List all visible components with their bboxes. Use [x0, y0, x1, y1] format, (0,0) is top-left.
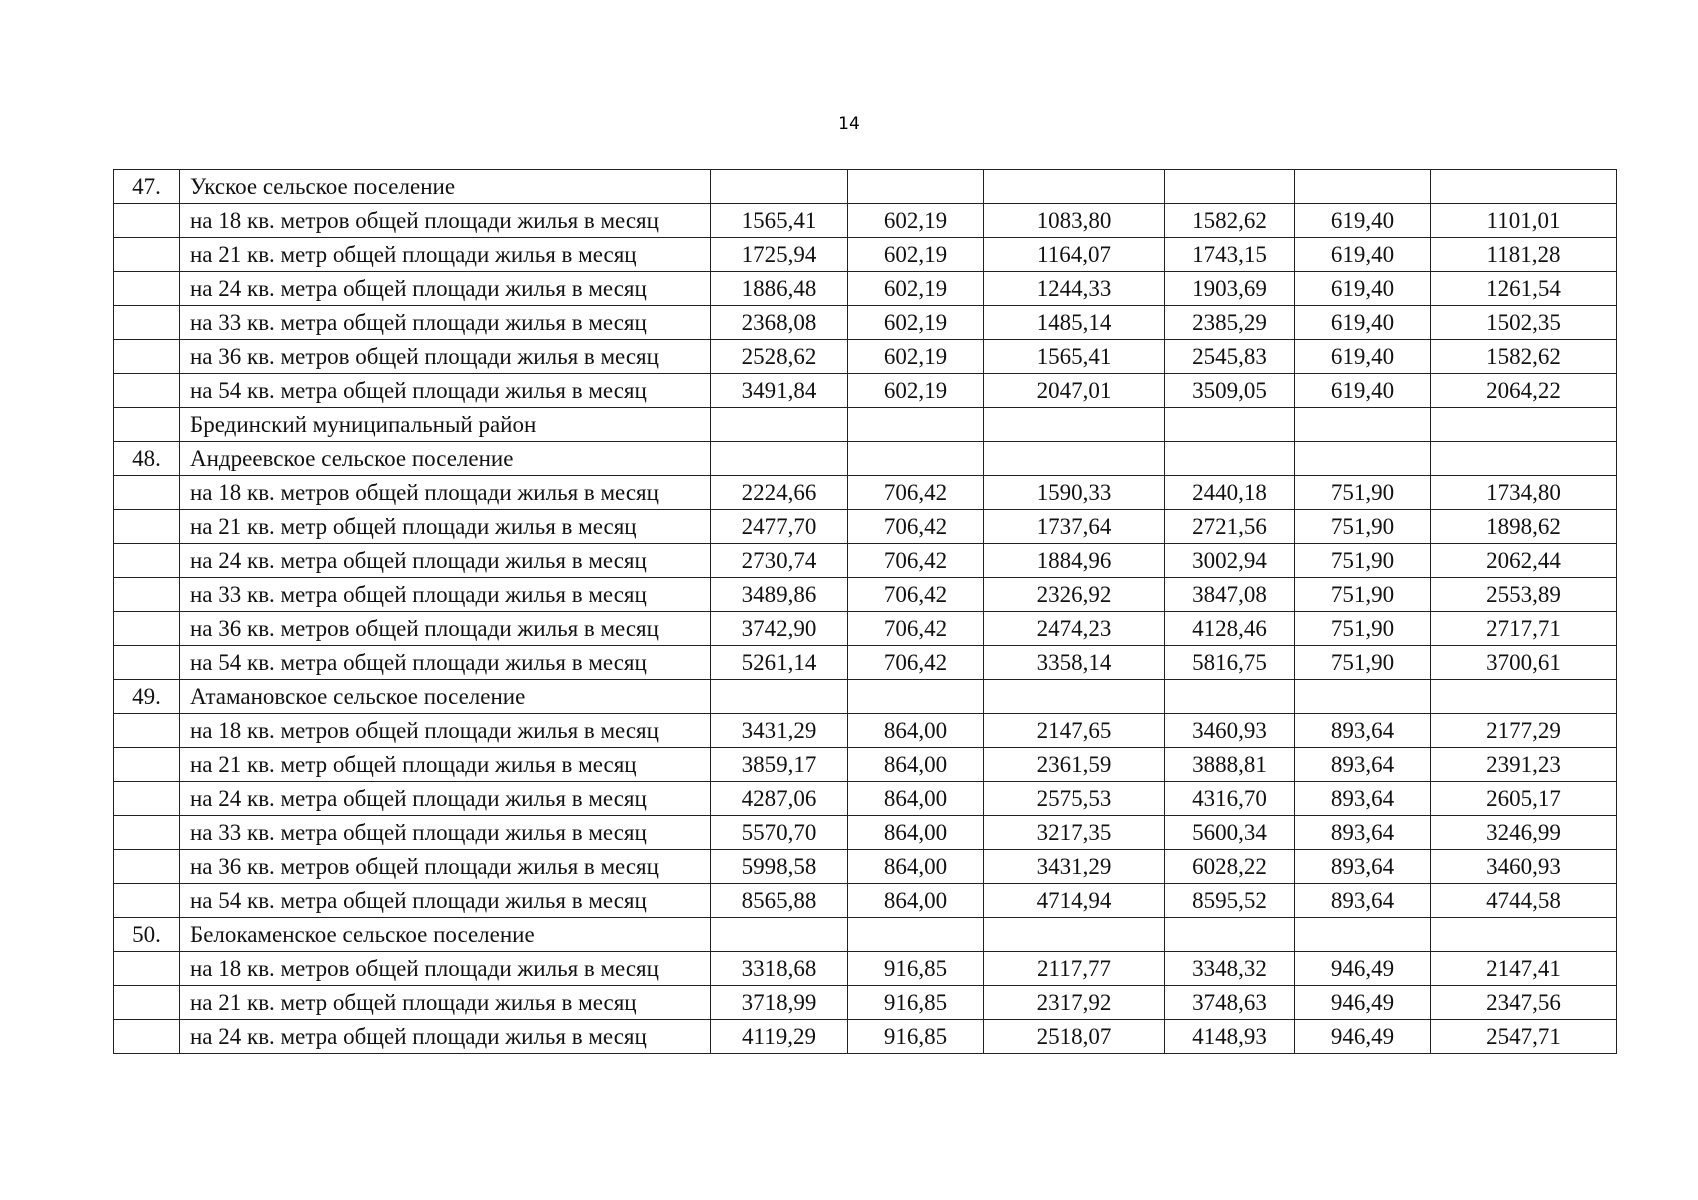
row-number-cell — [114, 952, 180, 986]
value-cell-3: 1164,07 — [984, 238, 1165, 272]
value-cell-5: 946,49 — [1295, 1020, 1431, 1054]
row-number-cell — [114, 850, 180, 884]
row-number-cell — [114, 476, 180, 510]
value-cell-6 — [1431, 918, 1617, 952]
value-cell-4 — [1165, 680, 1295, 714]
value-cell-2: 864,00 — [848, 884, 984, 918]
value-cell-3: 1485,14 — [984, 306, 1165, 340]
value-cell-5: 751,90 — [1295, 646, 1431, 680]
row-number-cell — [114, 408, 180, 442]
value-cell-6: 2547,71 — [1431, 1020, 1617, 1054]
row-name-cell: на 33 кв. метра общей площади жилья в месяц — [180, 578, 711, 612]
value-cell-5: 751,90 — [1295, 578, 1431, 612]
value-cell-5: 893,64 — [1295, 884, 1431, 918]
value-cell-2: 706,42 — [848, 544, 984, 578]
value-cell-5 — [1295, 918, 1431, 952]
value-cell-2: 706,42 — [848, 612, 984, 646]
value-cell-6: 1261,54 — [1431, 272, 1617, 306]
value-cell-1 — [711, 170, 848, 204]
value-cell-5: 946,49 — [1295, 986, 1431, 1020]
value-cell-5: 619,40 — [1295, 374, 1431, 408]
value-cell-5 — [1295, 408, 1431, 442]
value-cell-3 — [984, 680, 1165, 714]
table-row — [114, 544, 1617, 578]
value-cell-6: 2062,44 — [1431, 544, 1617, 578]
value-cell-4: 3348,32 — [1165, 952, 1295, 986]
row-number-cell — [114, 646, 180, 680]
value-cell-1: 3318,68 — [711, 952, 848, 986]
row-number-cell — [114, 612, 180, 646]
value-cell-6: 1582,62 — [1431, 340, 1617, 374]
value-cell-1: 4119,29 — [711, 1020, 848, 1054]
value-cell-6 — [1431, 680, 1617, 714]
value-cell-4 — [1165, 918, 1295, 952]
value-cell-1 — [711, 408, 848, 442]
table-row — [114, 748, 1617, 782]
value-cell-4: 3460,93 — [1165, 714, 1295, 748]
row-number-cell — [114, 204, 180, 238]
value-cell-1 — [711, 442, 848, 476]
row-number-cell — [114, 272, 180, 306]
row-name-cell: на 18 кв. метров общей площади жилья в месяц — [180, 714, 711, 748]
table-row — [114, 306, 1617, 340]
table-row — [114, 476, 1617, 510]
value-cell-6: 1502,35 — [1431, 306, 1617, 340]
value-cell-3 — [984, 442, 1165, 476]
table-row — [114, 272, 1617, 306]
table-row — [114, 170, 1617, 204]
value-cell-1: 3742,90 — [711, 612, 848, 646]
value-cell-1: 1886,48 — [711, 272, 848, 306]
table-row — [114, 816, 1617, 850]
value-cell-6: 2717,71 — [1431, 612, 1617, 646]
value-cell-3: 1244,33 — [984, 272, 1165, 306]
value-cell-4 — [1165, 170, 1295, 204]
value-cell-6: 1181,28 — [1431, 238, 1617, 272]
value-cell-5: 751,90 — [1295, 476, 1431, 510]
value-cell-3: 3217,35 — [984, 816, 1165, 850]
row-number-cell — [114, 1020, 180, 1054]
value-cell-4 — [1165, 442, 1295, 476]
table-row — [114, 986, 1617, 1020]
table-row — [114, 782, 1617, 816]
table-row — [114, 646, 1617, 680]
row-number-cell — [114, 578, 180, 612]
value-cell-1 — [711, 680, 848, 714]
value-cell-6: 3460,93 — [1431, 850, 1617, 884]
value-cell-1: 3859,17 — [711, 748, 848, 782]
value-cell-4: 3847,08 — [1165, 578, 1295, 612]
row-number-cell — [114, 782, 180, 816]
table-body — [114, 170, 1617, 1054]
value-cell-6: 2064,22 — [1431, 374, 1617, 408]
row-number-cell — [114, 816, 180, 850]
row-name-cell: на 18 кв. метров общей площади жилья в месяц — [180, 476, 711, 510]
value-cell-1: 3489,86 — [711, 578, 848, 612]
value-cell-6: 2605,17 — [1431, 782, 1617, 816]
row-name-cell: на 36 кв. метров общей площади жилья в месяц — [180, 850, 711, 884]
row-name-cell: на 54 кв. метра общей площади жилья в месяц — [180, 646, 711, 680]
value-cell-6: 1101,01 — [1431, 204, 1617, 238]
value-cell-2: 602,19 — [848, 238, 984, 272]
value-cell-5: 751,90 — [1295, 510, 1431, 544]
value-cell-5: 619,40 — [1295, 340, 1431, 374]
row-name-cell: на 33 кв. метра общей площади жилья в месяц — [180, 306, 711, 340]
row-name-cell: Укское сельское поселение — [180, 170, 711, 204]
value-cell-4: 1582,62 — [1165, 204, 1295, 238]
table-row — [114, 884, 1617, 918]
value-cell-3: 2474,23 — [984, 612, 1165, 646]
value-cell-3 — [984, 408, 1165, 442]
table-row — [114, 850, 1617, 884]
row-name-cell: на 54 кв. метра общей площади жилья в месяц — [180, 884, 711, 918]
row-name-cell: Андреевское сельское поселение — [180, 442, 711, 476]
table-row — [114, 680, 1617, 714]
value-cell-3: 2317,92 — [984, 986, 1165, 1020]
value-cell-3: 2575,53 — [984, 782, 1165, 816]
value-cell-6: 4744,58 — [1431, 884, 1617, 918]
value-cell-2: 916,85 — [848, 952, 984, 986]
value-cell-4: 1903,69 — [1165, 272, 1295, 306]
value-cell-1: 3718,99 — [711, 986, 848, 1020]
value-cell-3: 1590,33 — [984, 476, 1165, 510]
value-cell-2: 864,00 — [848, 748, 984, 782]
value-cell-2: 602,19 — [848, 306, 984, 340]
value-cell-6: 2147,41 — [1431, 952, 1617, 986]
row-name-cell: на 21 кв. метр общей площади жилья в месяц — [180, 748, 711, 782]
value-cell-2: 602,19 — [848, 204, 984, 238]
value-cell-5: 893,64 — [1295, 714, 1431, 748]
value-cell-1: 2477,70 — [711, 510, 848, 544]
value-cell-4: 3748,63 — [1165, 986, 1295, 1020]
value-cell-5: 619,40 — [1295, 204, 1431, 238]
value-cell-1: 5570,70 — [711, 816, 848, 850]
row-name-cell: на 24 кв. метра общей площади жилья в месяц — [180, 782, 711, 816]
value-cell-6: 1898,62 — [1431, 510, 1617, 544]
value-cell-1: 8565,88 — [711, 884, 848, 918]
table-row — [114, 442, 1617, 476]
value-cell-2: 706,42 — [848, 578, 984, 612]
value-cell-1: 5261,14 — [711, 646, 848, 680]
value-cell-5: 946,49 — [1295, 952, 1431, 986]
row-number-cell: 47. — [114, 170, 180, 204]
table-row — [114, 204, 1617, 238]
value-cell-6: 1734,80 — [1431, 476, 1617, 510]
value-cell-3 — [984, 170, 1165, 204]
table-row — [114, 612, 1617, 646]
row-name-cell: Атамановское сельское поселение — [180, 680, 711, 714]
value-cell-2 — [848, 408, 984, 442]
row-name-cell: на 24 кв. метра общей площади жилья в месяц — [180, 272, 711, 306]
value-cell-3: 2147,65 — [984, 714, 1165, 748]
value-cell-2: 706,42 — [848, 510, 984, 544]
value-cell-2: 706,42 — [848, 646, 984, 680]
value-cell-1: 2224,66 — [711, 476, 848, 510]
row-name-cell: на 33 кв. метра общей площади жилья в месяц — [180, 816, 711, 850]
value-cell-2 — [848, 442, 984, 476]
row-number-cell: 49. — [114, 680, 180, 714]
value-cell-1: 3431,29 — [711, 714, 848, 748]
value-cell-4: 4128,46 — [1165, 612, 1295, 646]
value-cell-3: 3431,29 — [984, 850, 1165, 884]
table-row — [114, 510, 1617, 544]
value-cell-5 — [1295, 170, 1431, 204]
row-name-cell: на 21 кв. метр общей площади жилья в месяц — [180, 238, 711, 272]
value-cell-2 — [848, 918, 984, 952]
value-cell-4: 6028,22 — [1165, 850, 1295, 884]
value-cell-3: 1884,96 — [984, 544, 1165, 578]
value-cell-5: 751,90 — [1295, 544, 1431, 578]
row-number-cell — [114, 238, 180, 272]
value-cell-4: 3509,05 — [1165, 374, 1295, 408]
value-cell-2: 864,00 — [848, 850, 984, 884]
table-row — [114, 952, 1617, 986]
value-cell-4: 3002,94 — [1165, 544, 1295, 578]
value-cell-3: 4714,94 — [984, 884, 1165, 918]
row-number-cell — [114, 714, 180, 748]
value-cell-4: 1743,15 — [1165, 238, 1295, 272]
value-cell-1: 4287,06 — [711, 782, 848, 816]
value-cell-3: 2047,01 — [984, 374, 1165, 408]
page-number: 14 — [838, 114, 860, 134]
row-number-cell — [114, 374, 180, 408]
value-cell-1 — [711, 918, 848, 952]
row-name-cell: на 54 кв. метра общей площади жилья в месяц — [180, 374, 711, 408]
value-cell-4: 2545,83 — [1165, 340, 1295, 374]
value-cell-4: 5816,75 — [1165, 646, 1295, 680]
tariff-table — [113, 169, 1617, 1054]
value-cell-5: 619,40 — [1295, 272, 1431, 306]
value-cell-4: 8595,52 — [1165, 884, 1295, 918]
value-cell-2: 602,19 — [848, 272, 984, 306]
value-cell-4: 2721,56 — [1165, 510, 1295, 544]
row-name-cell: на 36 кв. метров общей площади жилья в месяц — [180, 340, 711, 374]
value-cell-3: 2361,59 — [984, 748, 1165, 782]
value-cell-4: 4316,70 — [1165, 782, 1295, 816]
table-row — [114, 1020, 1617, 1054]
value-cell-6: 2347,56 — [1431, 986, 1617, 1020]
value-cell-3: 1737,64 — [984, 510, 1165, 544]
row-name-cell: на 18 кв. метров общей площади жилья в месяц — [180, 204, 711, 238]
value-cell-1: 3491,84 — [711, 374, 848, 408]
value-cell-4: 3888,81 — [1165, 748, 1295, 782]
value-cell-3 — [984, 918, 1165, 952]
value-cell-1: 1725,94 — [711, 238, 848, 272]
value-cell-1: 1565,41 — [711, 204, 848, 238]
row-number-cell — [114, 510, 180, 544]
value-cell-5: 619,40 — [1295, 306, 1431, 340]
value-cell-5: 893,64 — [1295, 782, 1431, 816]
table-row — [114, 714, 1617, 748]
value-cell-6 — [1431, 170, 1617, 204]
row-number-cell — [114, 340, 180, 374]
row-name-cell: на 24 кв. метра общей площади жилья в месяц — [180, 1020, 711, 1054]
value-cell-1: 5998,58 — [711, 850, 848, 884]
table-row — [114, 578, 1617, 612]
row-name-cell: Брединский муниципальный район — [180, 408, 711, 442]
value-cell-3: 2326,92 — [984, 578, 1165, 612]
row-name-cell: на 24 кв. метра общей площади жилья в месяц — [180, 544, 711, 578]
value-cell-2: 706,42 — [848, 476, 984, 510]
value-cell-2: 602,19 — [848, 374, 984, 408]
value-cell-3: 2518,07 — [984, 1020, 1165, 1054]
value-cell-2 — [848, 170, 984, 204]
row-number-cell: 50. — [114, 918, 180, 952]
value-cell-6: 3700,61 — [1431, 646, 1617, 680]
value-cell-1: 2730,74 — [711, 544, 848, 578]
table-row — [114, 918, 1617, 952]
row-number-cell — [114, 986, 180, 1020]
row-name-cell: Белокаменское сельское поселение — [180, 918, 711, 952]
value-cell-4: 2440,18 — [1165, 476, 1295, 510]
value-cell-3: 3358,14 — [984, 646, 1165, 680]
value-cell-5 — [1295, 680, 1431, 714]
table-row — [114, 340, 1617, 374]
value-cell-6: 3246,99 — [1431, 816, 1617, 850]
value-cell-1: 2528,62 — [711, 340, 848, 374]
value-cell-5: 893,64 — [1295, 850, 1431, 884]
value-cell-4 — [1165, 408, 1295, 442]
table-row — [114, 238, 1617, 272]
value-cell-2: 916,85 — [848, 986, 984, 1020]
value-cell-6 — [1431, 408, 1617, 442]
value-cell-2: 864,00 — [848, 816, 984, 850]
row-number-cell — [114, 884, 180, 918]
value-cell-2: 602,19 — [848, 340, 984, 374]
table-row — [114, 408, 1617, 442]
row-name-cell: на 36 кв. метров общей площади жилья в месяц — [180, 612, 711, 646]
table-row — [114, 374, 1617, 408]
row-name-cell: на 18 кв. метров общей площади жилья в месяц — [180, 952, 711, 986]
row-number-cell — [114, 544, 180, 578]
value-cell-2: 916,85 — [848, 1020, 984, 1054]
row-number-cell — [114, 748, 180, 782]
value-cell-3: 1565,41 — [984, 340, 1165, 374]
value-cell-3: 2117,77 — [984, 952, 1165, 986]
row-number-cell — [114, 306, 180, 340]
value-cell-5: 751,90 — [1295, 612, 1431, 646]
value-cell-5 — [1295, 442, 1431, 476]
value-cell-6: 2177,29 — [1431, 714, 1617, 748]
value-cell-3: 1083,80 — [984, 204, 1165, 238]
value-cell-2 — [848, 680, 984, 714]
row-number-cell: 48. — [114, 442, 180, 476]
value-cell-6 — [1431, 442, 1617, 476]
value-cell-5: 893,64 — [1295, 816, 1431, 850]
value-cell-4: 5600,34 — [1165, 816, 1295, 850]
value-cell-1: 2368,08 — [711, 306, 848, 340]
value-cell-2: 864,00 — [848, 782, 984, 816]
value-cell-6: 2391,23 — [1431, 748, 1617, 782]
value-cell-4: 4148,93 — [1165, 1020, 1295, 1054]
value-cell-4: 2385,29 — [1165, 306, 1295, 340]
row-name-cell: на 21 кв. метр общей площади жилья в месяц — [180, 986, 711, 1020]
value-cell-5: 893,64 — [1295, 748, 1431, 782]
value-cell-5: 619,40 — [1295, 238, 1431, 272]
row-name-cell: на 21 кв. метр общей площади жилья в месяц — [180, 510, 711, 544]
value-cell-2: 864,00 — [848, 714, 984, 748]
value-cell-6: 2553,89 — [1431, 578, 1617, 612]
